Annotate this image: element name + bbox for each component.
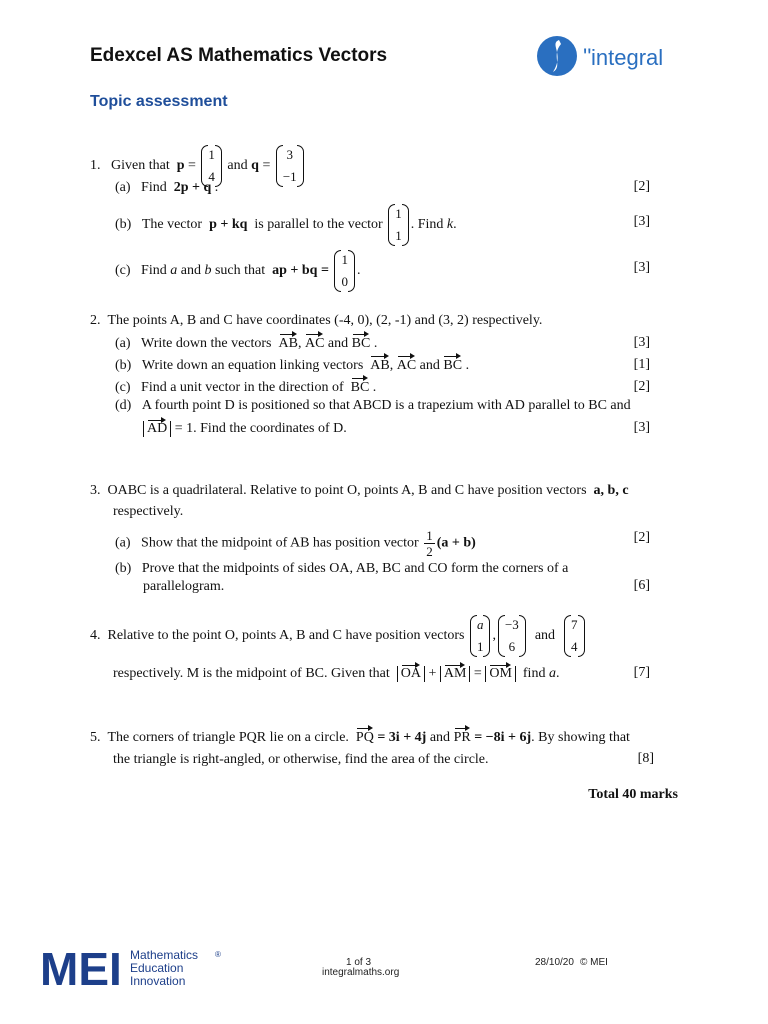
half-fraction: $\frac{1}{2}$ xyxy=(426,528,433,559)
q4-marks: [7] xyxy=(633,665,650,680)
svg-text:Innovation: Innovation xyxy=(130,974,186,988)
q2b-marks: [1] xyxy=(633,357,650,372)
q1b: (b) The vector p + kq is parallel to the vector 1 1 . Find k. xyxy=(115,203,457,247)
q4-stem: 4. Relative to the point O, points A, B and C have position vectors a 1 , −3 6 and 7 4 xyxy=(90,614,587,658)
q5-marks: [8] xyxy=(637,751,654,766)
q5-line2: the triangle is right-angled, or otherwise, find the area of the circle. xyxy=(113,752,489,767)
q2d: (d) A fourth point D is positioned so that ABCD is a trapezium with AD parallel to BC and xyxy=(115,398,631,413)
page-number: 1 of 3 xyxy=(346,957,372,968)
q4-vector-b: −3 6 xyxy=(498,614,526,658)
q4-vector-c: 7 4 xyxy=(564,614,585,658)
p-vector: 1 4 xyxy=(201,144,222,188)
svg-text:®: ® xyxy=(215,950,221,959)
q2c-marks: [2] xyxy=(633,379,650,394)
footer-copyright: © MEI xyxy=(580,957,608,968)
footer-site: integralmaths.org xyxy=(322,967,400,978)
q3a-marks: [2] xyxy=(633,530,650,545)
q-label: q xyxy=(251,158,259,174)
q-vector: 3 −1 xyxy=(276,144,304,188)
q2a-marks: [3] xyxy=(633,335,650,350)
integral-logo xyxy=(535,30,685,85)
and-text: and xyxy=(227,158,248,174)
q3b: (b) Prove that the midpoints of sides OA, AB, BC and CO form the corners of a xyxy=(115,561,569,576)
q4-line2: respectively. M is the midpoint of BC. Given that OA + AM = OM find a. xyxy=(113,666,560,681)
logo-wordmark: integral xyxy=(591,45,664,70)
q1-stem-text: Given that xyxy=(111,158,170,174)
q1c-vector: 1 0 xyxy=(334,249,355,293)
q1b-expression: p + kq xyxy=(209,217,248,233)
p-label: p xyxy=(176,158,185,174)
q2c: (c) Find a unit vector in the direction of BC . xyxy=(115,380,377,395)
svg-text:Mathematics: Mathematics xyxy=(130,948,199,962)
q1b-vector: 1 1 xyxy=(388,203,409,247)
q3-stem-2: respectively. xyxy=(113,504,184,519)
q1-number: 1. xyxy=(90,158,101,174)
mei-logo xyxy=(40,945,240,991)
q1c: (c) Find a and b such that ap + bq = 1 0 . xyxy=(115,249,360,293)
svg-text:Education: Education xyxy=(130,961,184,975)
q1-stem: 1. Given that p = 1 4 and q = 3 −1 xyxy=(90,144,306,188)
total-marks: Total 40 marks xyxy=(588,787,678,802)
q3a: (a) Show that the midpoint of AB has position vector $\frac{1}{2}$ (a + b) xyxy=(115,528,476,559)
q2d-line2: AD = 1. Find the coordinates of D. xyxy=(143,420,347,438)
footer-date: 28/10/20 xyxy=(535,957,574,968)
q1c-marks: [3] xyxy=(633,260,650,275)
q2b: (b) Write down an equation linking vectors AB, AC and BC . xyxy=(115,358,470,373)
q1c-expression: ap + bq = xyxy=(272,263,329,279)
q2a: (a) Write down the vectors AB, AC and BC . xyxy=(115,336,378,351)
svg-text:MEI: MEI xyxy=(40,945,122,991)
q4-vector-a: a 1 xyxy=(470,614,491,658)
q5-stem: 5. The corners of triangle PQR lie on a circle. PQ = 3i + 4j and PR = −8i + 6j. By showing that xyxy=(90,730,630,745)
q2d-marks: [3] xyxy=(633,420,650,435)
q1a-marks: [2] xyxy=(633,179,650,194)
q1a-expression: 2p + q xyxy=(173,180,212,195)
q3b-marks: [6] xyxy=(633,578,650,593)
page-subtitle: Topic assessment xyxy=(90,93,228,110)
q2-stem: 2. The points A, B and C have coordinates (-4, 0), (2, -1) and (3, 2) respectively. xyxy=(90,313,543,328)
svg-text:'': '' xyxy=(583,44,592,69)
q1a: (a) Find 2p + q . xyxy=(115,180,219,195)
q3-stem: 3. OABC is a quadrilateral. Relative to point O, points A, B and C have position vectors a, b, c xyxy=(90,483,629,498)
page-title: Edexcel AS Mathematics Vectors xyxy=(90,45,388,66)
q1b-marks: [3] xyxy=(633,214,650,229)
q3b-line2: parallelogram. xyxy=(143,579,225,594)
